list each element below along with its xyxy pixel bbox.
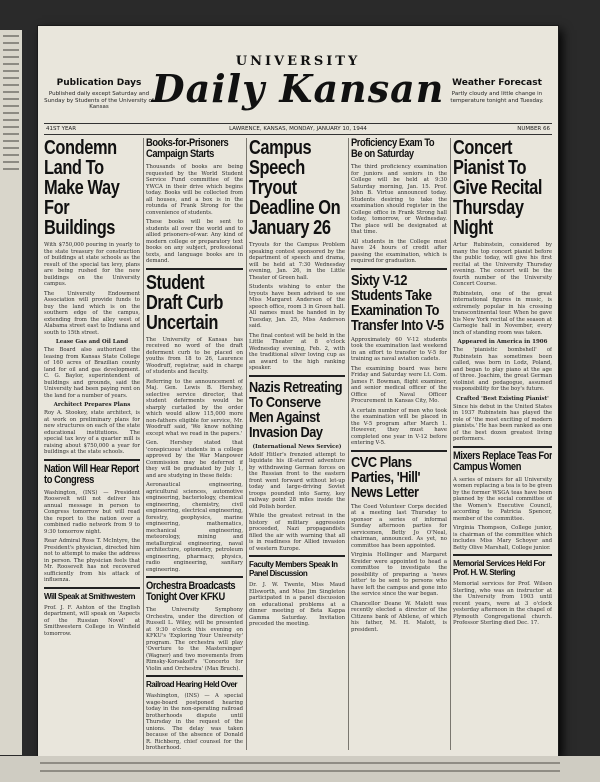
issue-number: NUMBER 66 (517, 126, 550, 132)
article-text: With $750,000 pouring in yearly to the state treasury for construction of buildings at state schools as the result of the special tax levy, plans are being rushed for the new buildings on the University campus. (44, 242, 140, 287)
headline-speech-tryout: Campus Speech Tryout Deadline On January 26 (249, 138, 341, 239)
article-text: Roy A. Stookey, state architect, is at work on preliminary plans for new structures on each of the state educational institutions. The special tax levy of a quarter mill is raising about $750,000 a year for buildings at the state schools. (44, 410, 140, 455)
headline-orchestra: Orchestra Broadcasts Tonight Over KFKU (146, 580, 236, 603)
masthead (38, 26, 558, 132)
headline-nation-report: Nation Will Hear Report to Congress (44, 462, 139, 486)
headline-v12-students: Sixty V-12 Students Take Examination To Transfer Into V-5 (351, 271, 444, 334)
article-text: The 'pianistic bombshell' of Rubinstein has sometimes been called, was born in Lodz, Poland, and began to play piano at the age of three. Joachim, the great German violinist and pedagogue, assumed responsibility for the boy's future. (453, 347, 552, 392)
article-text: The University Endowment Association will provide funds to buy the land which is on the southern edge of the campus, extending from the alley west of Alabama street east to Indiana and south to 15th street. (44, 290, 140, 336)
article-text: Tryouts for the Campus Problem speaking contest sponsored by the department of speech and drama, will be held at 7:30 Wednesday evening, Jan. 26, in the Little Theater of Green hall. (249, 242, 345, 281)
headline-books-for-prisoners: Books-for-Prisoners Campaign Starts (146, 138, 229, 160)
article-text: Washington, (INS) — President Roosevelt will not deliver his annual message in person to Congress tomorrow but will read the report to the nation over a combined radio network from 9 to 9:30 tomorrow night. (44, 489, 140, 535)
article-text: Rubinstein, one of the great international figures in music, is extremely popular in his crossing transcontinental tour. When he gave his New York recital of the season at Carnegie hall in November, every inch of standing room was taken. (453, 290, 552, 336)
article-text: Approximately 60 V-12 students took the examination last weekend in an effort to transfer to V-5 for training as naval aviation cadets. (351, 336, 447, 362)
article-text: Since his debut in the United States in 1937 Rubinstein has played the role of 'the most exciting of modern pianists.' He has been ranked as one of the best dozen greatest living performers. (453, 403, 552, 442)
newspaper-page (38, 26, 558, 756)
right-ear-title: Weather Forecast (452, 78, 542, 88)
article-text: The third proficiency examination for juniors and seniors in the College will be held at 9:30 Saturday morning, Jan. 15. Prof. John B. Virtue announced today. Students desiring to take the examination should register in the College office in Frank Strong hall today, tomorrow, or Wednesday. The place will be designated at that time. (351, 164, 447, 235)
article-text: Chancellor Deane W. Malott was recently elected a director of the Citizens bank of Abilene, of which his father, M. H. Malott, is president. (351, 600, 447, 633)
subhead: Lease Gas and Oil Land (55, 339, 129, 345)
article-text: Rear Admiral Ross T. McIntyre, the President's physician, directed him not to attempt to make the address in person. The physician feels that Mr. Roosevelt has not recovered sufficiently from his attack of influenza. (44, 538, 140, 583)
article-text: Prof. J. F. Ashton of the English department, will speak on 'Aspects of the Russian Novel' at Smithwestern College in Winfield tomorrow. (44, 604, 140, 637)
headline-nazis-retreating: Nazis Retreating To Conserve Men Against Invasion Day (249, 378, 343, 441)
column-1 (44, 138, 140, 753)
masthead-title: Daily Kansan (151, 66, 445, 111)
article-text: While the greatest retreat in the history of military aggression proceeded, Nazi propagandists filled the air with warning that all is in readiness for Allied invasion of western Europe. (249, 513, 345, 552)
article-text: Adolf Hitler's frenzied attempt to liquidate his ill-starred adventure by withdrawing German forces on the Russian front to the eastern front went forward without let-up today and large-driving Soviet troops pounded into Sarny, key railway point 28 miles inside the old Polish border. (249, 451, 345, 510)
article-text: A series of mixers for all University women replacing a tea is to be given by the former WSGA teas have been planned by the social committee of the Women's Executive Council, according to Patricia Spencer, member of the committee. (453, 476, 552, 522)
article-text: All students in the College must have 24 hours of credit after passing the examination, which is required for graduation. (351, 238, 447, 264)
masthead-university: UNIVERSITY (235, 54, 361, 69)
column-5 (453, 138, 552, 753)
article-text: Dr. J. W. Twente, Miss Maud Ellsworth, and Miss Jim Singleton participated in a panel discussion on educational problems at a dinner meeting of Beta Kappa Gamma Saturday. Invitation preceded the meeting. (249, 582, 345, 627)
headline-student-draft: Student Draft Curb Uncertain (146, 271, 223, 334)
column-rule (246, 138, 247, 750)
adjacent-page-edge (0, 30, 22, 755)
article-text: Memorial services for Prof. Wilson Sterling, who was an instructor at the University from 1903 until recent years, were at 3 o'clock yesterday afternoon in the chapel of Plymouth Congregational church. Professor Sterling died Dec. 17. (453, 581, 552, 626)
headline-concert-pianist: Concert Pianist To Give Recital Thursday Night (453, 138, 542, 239)
dateline-bar (44, 123, 552, 135)
headline-railroad: Railroad Hearing Held Over (146, 680, 238, 689)
headline-memorial-services: Memorial Services Held For Prof. H. W. Sterling (453, 559, 545, 577)
left-ear-title: Publication Days (56, 78, 142, 88)
article-text: The University of Kansas has received no word of the draft deferment curb to be placed on youths from 18 to 26, Laurence Woodruff, registrar, said in charge of students and faculty. (146, 336, 243, 375)
headline-condemn-land: Condemn Land To Make Way For Buildings (44, 138, 120, 239)
subhead: Crafted 'Best Existing Pianist' (456, 395, 549, 402)
article-text: A certain number of men who took the examination will be placed in the V-5 program after March 1. However, they must have completed one year in V-12 before entering V-5. (351, 407, 447, 446)
headline-cvc-plans: CVC Plans Parties, 'Hill' News Letter (351, 453, 421, 501)
headline-smithwestern: Will Speak at Smithwestern (44, 591, 135, 601)
article-text: The final contest will be held in the Little Theater at 8 o'clock Wednesday evening, Feb. 2, with the traditional silver loving cup as an award to the high ranking speaker. (249, 332, 345, 371)
article-text: These books will be sent to students all over the world and to allied prisoners-of-war. Any kind of modern college or preparatory text books on any subject, professional texts, and language books are in demand. (146, 219, 243, 264)
article-text: The University Symphony Orchestra, under the direction of Russell L. Wiley, will be presented at 9:30 o'clock this evening on KFKU's 'Exploring Your University' program. The orchestra will play 'Overture to the Mastersinger' (Wagner) and two movements from Rimsky-Korsakoff's 'Concerto for Violin and Orchestra' (Max Bruch). (146, 607, 243, 672)
column-2 (146, 138, 243, 753)
right-ear-text: Partly cloudy and little change in temperature tonight and Tuesday. (450, 91, 544, 104)
article-text: Virginia Thompson, College junior, is chairman of the committee which includes Miss Mary Schoyer and Betty Olive Marshall, College junior. (453, 525, 552, 551)
column-3 (249, 138, 345, 753)
article-text: Thousands of books are being requested by the World Student Service Fund committee of the YWCA in their drive which begins today. Books will be collected from all houses, and a box is in the rotunda of Frank Strong for the convenience of students. (146, 164, 243, 216)
headline-proficiency-exam: Proficiency Exam To Be on Saturday (351, 138, 435, 160)
wire-credit: (International News Service) (252, 443, 342, 450)
headline-faculty-panel: Faculty Members Speak In Panel Discussion (249, 560, 338, 578)
article-text: Washington, (INS) — A special wage-board postponed hearing today in the non-operating railroad brotherhoods dispute until Thursday in the request of the unions. The delay was taken because of the absence of Donald R. Richberg, chief counsel for the brotherhood. (146, 693, 243, 751)
article-text: Aeronautical engineering, agricultural sciences, automotive engineering, bacteriology, chemical engineering, chemistry, civil engineering, electrical engineering, forestry, geophysics, marine engineering, mathematics, mechanical engineering, meteorology, mining and metallurgical engineering, naval architecture, optometry, petroleum engineering, pharmacy, physics, radio engineering, sanitary engineering. (146, 482, 243, 573)
column-rule (450, 138, 451, 750)
subhead: Appeared in America in 1906 (457, 339, 548, 345)
article-text: Referring to the announcement of Maj. Gen. Lewis B. Hershey, selective service director, that student deferments would be sharply curtailed by the order which would allow 115,000 more non-fathers eligible for service, Mr. Woodruff said, 'We know nothing except what we read in the papers.' (146, 378, 243, 437)
article-text: The Board also authorized the leasing from Kansas State College of 160 acres of Brazilian county land for oil and gas development. C. G. Baylor, superintendent of buildings and grounds, said the University had been paying rent on the land for a number of years. (44, 347, 140, 399)
column-rule (348, 138, 349, 750)
page-bottom-edge (0, 756, 600, 782)
dateline: LAWRENCE, KANSAS, MONDAY, JANUARY 10, 1944 (229, 126, 367, 132)
article-text: Virginia Hollinger and Margaret Kreider were appointed to head a committee to investigate the possibility of preparing a 'news letter' to be sent to persons who have left the campus and gone into the service since the war began. (351, 552, 447, 597)
article-text: The Coed Volunteer Corps decided at a meeting last Thursday to sponsor a series of informal Sunday afternoon parties for servicemen, Betty Jo O'Neal, chairman, announced. As yet, no committee has been appointed. (351, 503, 447, 549)
right-ear-box (442, 78, 552, 104)
article-text: Gen. Hershey stated that 'conspicuous' students in a college approved by the War Manpower Commission may be deferred if they will be graduated by July 1, and are studying in these fields: (146, 440, 243, 479)
article-text: Artur Rubinstein, considered by many the top concert pianist before the public today, will give his first recital at the University Thursday evening. The concert will be the fourth number of the University Concert Course. (453, 242, 552, 287)
headline-mixers-replace-teas: Mixers Replace Teas For Campus Women (453, 449, 552, 473)
article-text: The examining board was here Friday and Saturday were Lt. Com. James F. Bowman, flight examiner, and senior medical officer of the Office of Naval Officer Procurement in Kansas City, Mo. (351, 365, 447, 404)
column-4 (351, 138, 447, 753)
left-ear-text: Published daily except Saturday and Sunday by Students of the University of Kansas (44, 91, 154, 110)
subhead: Architect Prepares Plans (53, 402, 131, 408)
volume-year: 41ST YEAR (46, 126, 77, 132)
article-text: Students wishing to enter the tryouts have been advised to see Miss Margaret Anderson of the speech office, room 3 in Green hall. All names must be handed in by Tuesday, Jan. 25, Miss Anderson said. (249, 284, 345, 329)
column-rule (143, 138, 144, 750)
